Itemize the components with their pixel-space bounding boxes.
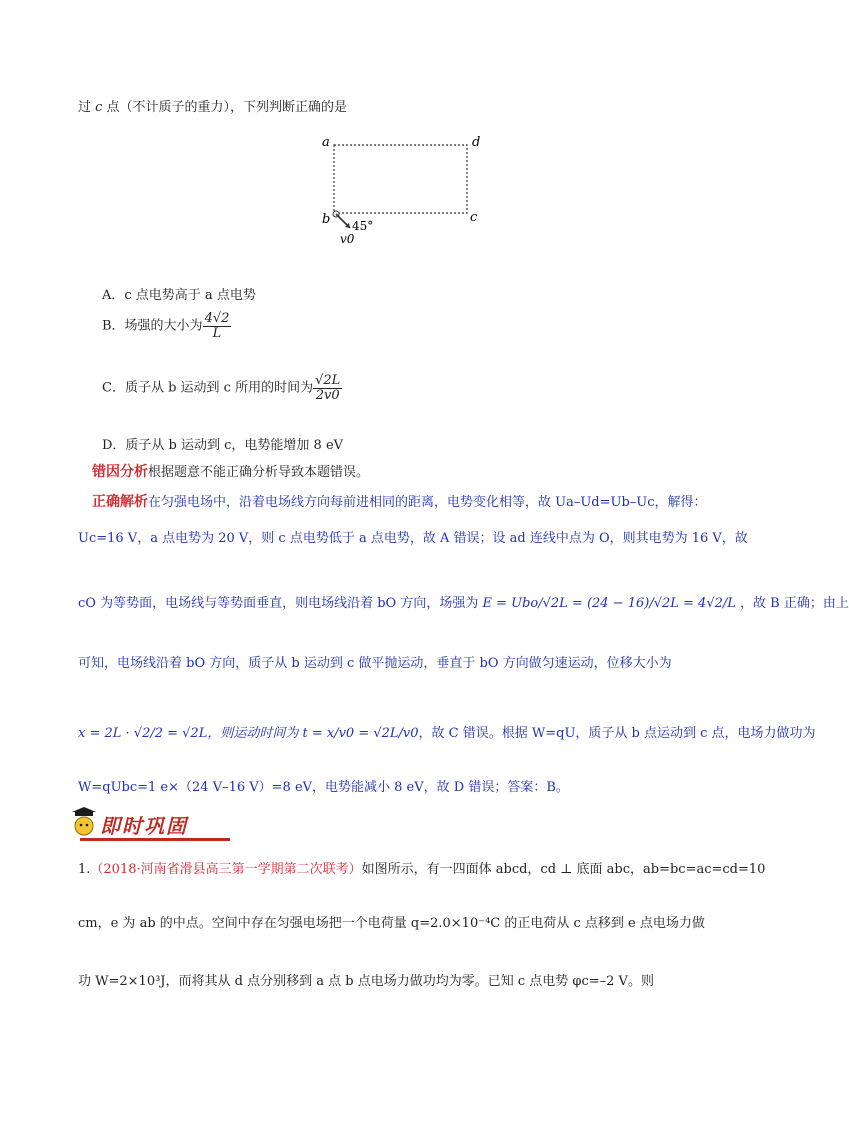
solution-line-4: 可知，电场线沿着 bO 方向，质子从 b 运动到 c 做平抛运动，垂直于 bO 方向做匀速运动，位移大小为	[78, 656, 672, 671]
solution-line-2: Uc=16 V，a 点电势为 20 V，则 c 点电势低于 a 点电势，故 A 错误；设 ad 连线中点为 O，则其电势为 16 V，故	[78, 531, 748, 546]
banner-text: 即时巩固	[100, 814, 188, 838]
option-b-num: 4√2	[204, 311, 230, 326]
solution-line-1-text: 在匀强电场中，沿着电场线方向每前进相同的距离，电势变化相等，故 Ua–Ud=Ub–Uc，解得：	[148, 495, 707, 510]
label-d: d	[472, 135, 481, 150]
banner	[66, 806, 236, 842]
q1-number: 1.	[78, 862, 91, 877]
label-v0: v0	[340, 232, 355, 246]
question-intro: 过 c 点（不计质子的重力），下列判断正确的是	[78, 100, 348, 115]
solution-line-5	[78, 722, 816, 741]
option-c-text: C．质子从 b 运动到 c 所用的时间为	[102, 380, 314, 396]
solution-line-3-post: ，故 B 正确；由上	[740, 596, 849, 611]
option-b	[102, 312, 231, 340]
angle-label: 45°	[352, 219, 374, 233]
mascot-icon	[66, 806, 102, 842]
option-d: D．质子从 b 运动到 c，电势能增加 8 eV	[102, 438, 344, 453]
solution-line-5-post: ，故 C 错误。根据 W=qU，质子从 b 点运动到 c 点，电场力做功为	[418, 726, 816, 741]
q1-line-3: 功 W=2×10³J，而将其从 d 点分别移到 a 点 b 点电场力做功均为零。已知 c 点电势 φc=–2 V。则	[78, 974, 654, 989]
option-b-den: L	[212, 325, 222, 341]
q1-line-2: cm，e 为 ab 的中点。空间中存在匀强电场把一个电荷量 q=2.0×10⁻⁴C 的正电荷从 c 点移到 e 点电场力做	[78, 916, 705, 931]
option-b-text: B．场强的大小为	[102, 318, 203, 334]
solution-line-1	[92, 491, 707, 511]
option-c-den: 2v0	[315, 387, 340, 403]
solution-line-6: W=qUbc=1 e×（24 V–16 V）=8 eV，电势能减小 8 eV，故 D 错误；答案：B。	[78, 780, 569, 795]
banner-underline	[80, 838, 230, 841]
label-a: a	[322, 135, 330, 150]
error-analysis-label: 错因分析	[92, 464, 148, 480]
error-analysis	[92, 461, 369, 481]
q1-source: （2018·河南省滑县高三第一学期第二次联考）	[90, 862, 362, 877]
q1-line-1-text: 如图所示，有一四面体 abcd，cd ⊥ 底面 abc，ab=bc=ac=cd=10	[361, 862, 766, 877]
label-b: b	[322, 212, 331, 227]
option-a: A．c 点电势高于 a 点电势	[102, 288, 256, 303]
dotted-rectangle	[334, 145, 467, 213]
rectangle-diagram	[310, 128, 500, 250]
label-c: c	[470, 210, 478, 225]
field-strength-equation: E = Ubo/√2L = (24 − 16)/√2L = 4√2/L	[482, 596, 736, 611]
solution-line-3	[78, 592, 849, 611]
solution-label: 正确解析	[92, 494, 148, 510]
error-analysis-text: 根据题意不能正确分析导致本题错误。	[148, 465, 370, 480]
option-c-num: √2L	[315, 373, 341, 388]
solution-line-3-pre: cO 为等势面，电场线与等势面垂直，则电场线沿着 bO 方向，场强为	[78, 596, 479, 611]
time-equation: x = 2L · √2/2 = √2L，则运动时间为 t = x/v0 = √2L/v0	[78, 726, 419, 741]
q1-line-1	[78, 858, 765, 877]
option-c	[102, 374, 342, 402]
